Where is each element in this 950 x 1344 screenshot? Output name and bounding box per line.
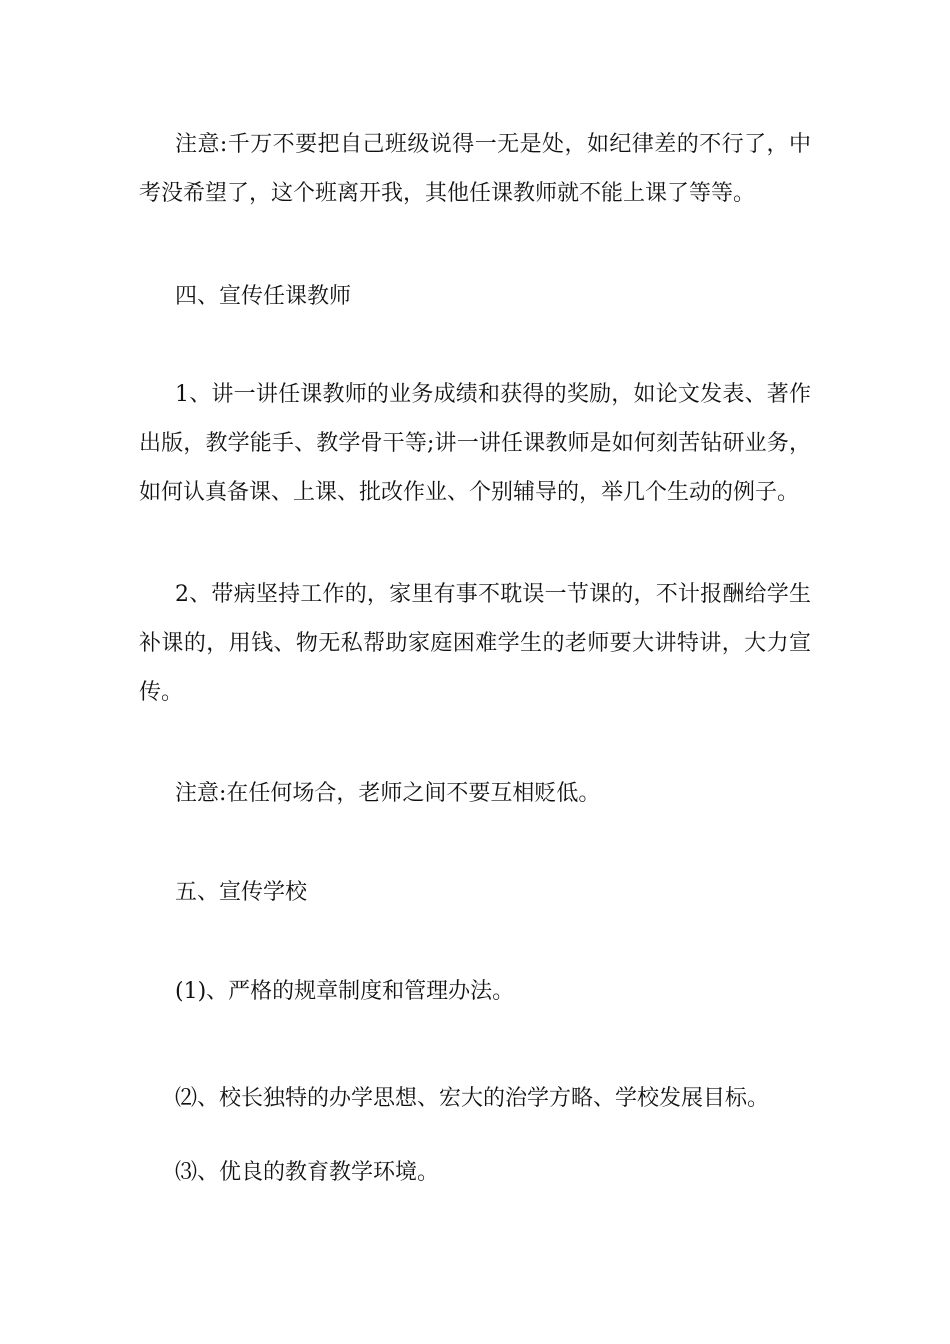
paragraph-note-teachers: 注意:在任何场合，老师之间不要互相贬低。: [175, 781, 601, 806]
list-item-environment: ⑶、优良的教育教学环境。: [175, 1160, 440, 1185]
paragraph-teacher-dedication: 2、带病坚持工作的，家里有事不耽误一节课的，不计报酬给学生补课的，用钱、物无私帮助家庭困难学生的老师要大讲特讲，大力宣传。: [139, 582, 811, 705]
list-item-rules: (1)、严格的规章制度和管理办法。: [175, 979, 515, 1004]
paragraph-note-class: 注意:千万不要把自己班级说得一无是处，如纪律差的不行了，中考没希望了，这个班离开我，其他任课教师就不能上课了等等。: [139, 132, 811, 206]
heading-section-five: 五、宣传学校: [175, 880, 308, 905]
paragraph-teacher-achievements: 1、讲一讲任课教师的业务成绩和获得的奖励，如论文发表、著作出版，教学能手、教学骨干等;讲一讲任课教师是如何刻苦钻研业务，如何认真备课、上课、批改作业、个别辅导的，举几个生动的例子。: [139, 382, 811, 505]
heading-section-four: 四、宣传任课教师: [175, 284, 352, 309]
list-item-principal-vision: ⑵、校长独特的办学思想、宏大的治学方略、学校发展目标。: [175, 1086, 770, 1111]
